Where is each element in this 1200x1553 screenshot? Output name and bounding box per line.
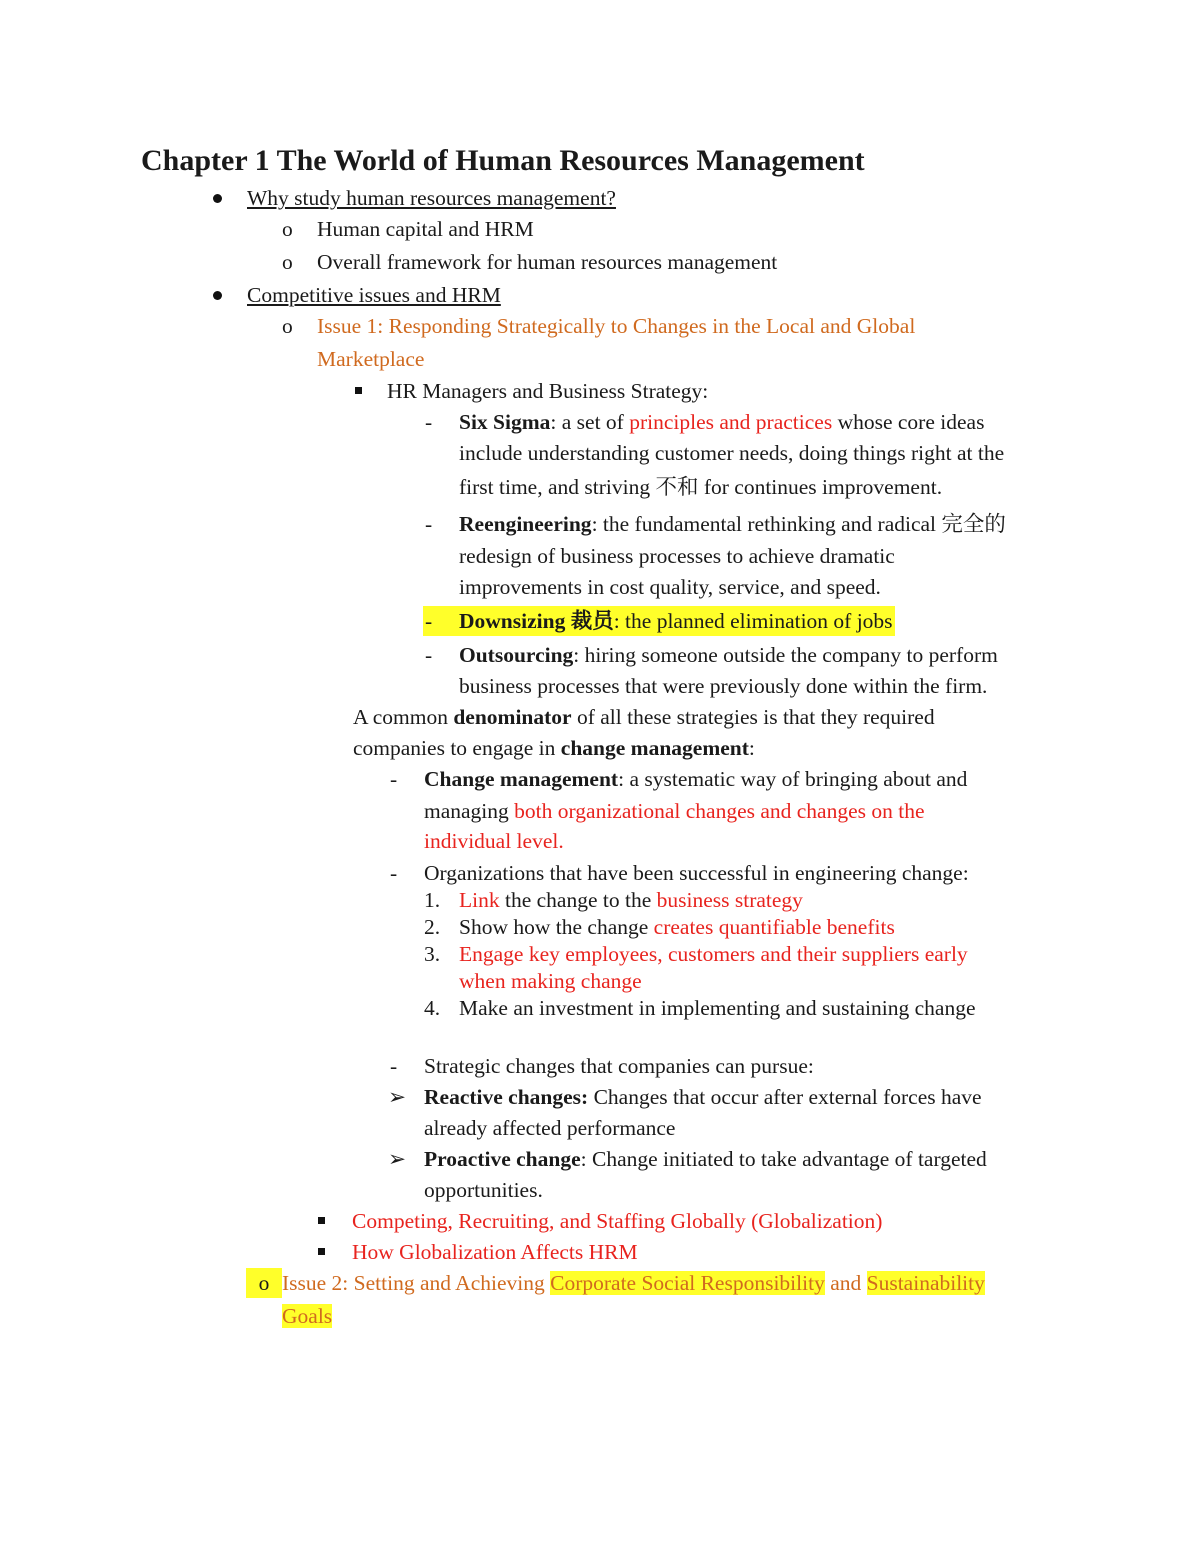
item-competing: Competing, Recruiting, and Staffing Globally (Globalization)	[352, 1209, 883, 1233]
bullet-circle: o	[282, 314, 293, 338]
bullet-dot	[213, 291, 222, 300]
orgs-success-line: Organizations that have been successful in engineering change:	[424, 861, 969, 885]
denominator-line2	[353, 733, 755, 763]
text-red: creates quantifiable benefits	[653, 915, 895, 939]
bullet-circle: o	[282, 250, 293, 274]
issue1-line1: Issue 1: Responding Strategically to Changes in the Local and Global	[317, 314, 916, 338]
bullet-circle: o	[246, 1268, 282, 1298]
text-segment: : hiring someone outside the company to perform	[573, 643, 998, 667]
text-segment: whose core ideas	[832, 410, 985, 434]
bullet-dash: -	[390, 767, 398, 791]
reactive-line1	[424, 1082, 982, 1112]
step-number: 3.	[424, 942, 441, 966]
bullet-dash: -	[425, 643, 433, 667]
term-change-mgmt: Change management	[424, 767, 619, 791]
text-segment: Show how the change	[459, 915, 654, 939]
text-segment: of all these strategies is that they required	[571, 705, 935, 729]
item-framework: Overall framework for human resources management	[317, 250, 778, 274]
step-1	[459, 885, 803, 915]
text-segment: and	[824, 1271, 867, 1295]
reengineering-line2: redesign of business processes to achieve dramatic	[459, 544, 895, 568]
text-segment: the change to the	[499, 888, 657, 912]
item-globalization: How Globalization Affects HRM	[352, 1240, 638, 1264]
six-sigma-line1	[459, 407, 984, 437]
bullet-circle: o	[282, 217, 293, 241]
step-2	[459, 912, 895, 942]
step-number: 1.	[424, 888, 441, 912]
strategic-changes-line: Strategic changes that companies can pursue:	[424, 1054, 814, 1078]
arrow-bullet: ➢	[388, 1085, 407, 1109]
step-3-line1: Engage key employees, customers and their suppliers early	[459, 942, 968, 966]
item-hr-managers: HR Managers and Business Strategy:	[387, 379, 709, 403]
text-segment: managing	[424, 799, 515, 823]
step-number: 4.	[424, 996, 441, 1020]
bullet-square	[318, 1217, 325, 1224]
text-segment: : a set of	[550, 410, 630, 434]
outsourcing-line2: business processes that were previously done within the firm.	[459, 674, 988, 698]
text-segment: : a systematic way of bringing about and	[618, 767, 968, 791]
issue2-line2	[282, 1301, 332, 1331]
text-red: business strategy	[656, 888, 803, 912]
heading-why-study: Why study human resources management?	[247, 186, 616, 210]
heading-competitive: Competitive issues and HRM	[247, 283, 501, 307]
term-proactive: Proactive change	[424, 1147, 581, 1171]
change-mgmt-line2	[424, 796, 925, 826]
page-title: Chapter 1 The World of Human Resources Management	[141, 144, 865, 177]
bullet-dash: -	[425, 410, 433, 434]
bullet-dash: -	[390, 1054, 398, 1078]
bullet-square	[318, 1248, 325, 1255]
proactive-line1	[424, 1144, 987, 1174]
step-number: 2.	[424, 915, 441, 939]
step-4: Make an investment in implementing and sustaining change	[459, 996, 976, 1020]
term-change-management: change management	[560, 736, 749, 760]
text-segment: A common	[353, 705, 454, 729]
text-segment: Issue 2: Setting and Achieving	[282, 1271, 551, 1295]
six-sigma-line2: include understanding customer needs, doing things right at the	[459, 441, 1005, 465]
reactive-line2: already affected performance	[424, 1116, 676, 1140]
arrow-bullet: ➢	[388, 1147, 407, 1171]
change-mgmt-line1	[424, 764, 967, 794]
term-downsizing: Downsizing 裁员	[459, 609, 614, 633]
issue2-line1	[282, 1268, 985, 1298]
term-denominator: denominator	[453, 705, 572, 729]
step-3-line2: when making change	[459, 969, 642, 993]
text-red: Link	[459, 888, 500, 912]
text-red: principles and practices	[629, 410, 833, 434]
text-segment: companies to engage in	[353, 736, 561, 760]
six-sigma-line3: first time, and striving 不和 for continues improvement.	[459, 475, 943, 499]
text-red: both organizational changes and changes on the	[514, 799, 925, 823]
reengineering-line1	[459, 509, 1006, 539]
term-reactive: Reactive changes:	[424, 1085, 589, 1109]
text-highlight: Goals	[282, 1304, 333, 1328]
bullet-square	[355, 387, 362, 394]
item-human-capital: Human capital and HRM	[317, 217, 534, 241]
text-segment: : the planned elimination of jobs	[613, 609, 893, 633]
text-segment: Changes that occur after external forces have	[588, 1085, 982, 1109]
downsizing-line	[423, 606, 895, 636]
text-segment: : Change initiated to take advantage of targeted	[580, 1147, 987, 1171]
bullet-dash: -	[425, 609, 433, 633]
text-cn: 完全的	[941, 512, 1006, 536]
term-reengineering: Reengineering	[459, 512, 592, 536]
outsourcing-line1	[459, 640, 998, 670]
proactive-line2: opportunities.	[424, 1178, 543, 1202]
denominator-line1	[353, 702, 935, 732]
change-mgmt-line3: individual level.	[424, 829, 564, 853]
bullet-dash: -	[390, 861, 398, 885]
issue1-line2: Marketplace	[317, 347, 425, 371]
bullet-dot	[213, 194, 222, 203]
text-highlight: Corporate Social Responsibility	[550, 1271, 825, 1295]
term-outsourcing: Outsourcing	[459, 643, 574, 667]
text-highlight: Sustainability	[866, 1271, 985, 1295]
reengineering-line3: improvements in cost quality, service, and speed.	[459, 575, 881, 599]
term-six-sigma: Six Sigma	[459, 410, 551, 434]
text-segment: : the fundamental rethinking and radical	[591, 512, 942, 536]
bullet-dash: -	[425, 512, 433, 536]
text-segment: :	[748, 736, 755, 760]
